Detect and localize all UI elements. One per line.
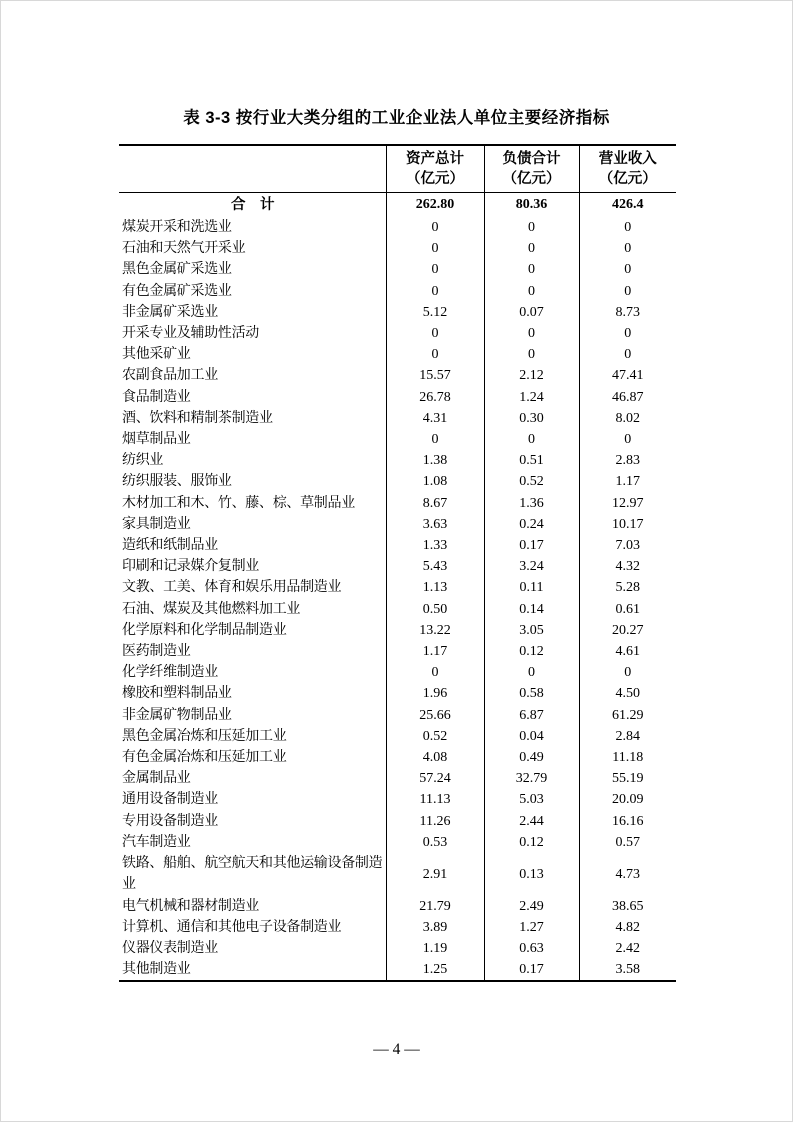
- value-cell: 0: [484, 281, 579, 302]
- value-cell: 3.89: [386, 917, 484, 938]
- value-cell: 5.03: [484, 789, 579, 810]
- value-cell: 6.87: [484, 705, 579, 726]
- table-row: [119, 959, 676, 981]
- table-row: [119, 705, 676, 726]
- value-cell: 25.66: [386, 705, 484, 726]
- table-row: [119, 938, 676, 959]
- industry-label: 专用设备制造业: [122, 813, 218, 829]
- value-cell: 11.18: [579, 747, 676, 768]
- value-cell: 15.57: [386, 365, 484, 386]
- value-cell: 4.61: [579, 641, 676, 662]
- value-cell: 0.51: [484, 450, 579, 471]
- industry-label: 仪器仪表制造业: [122, 940, 218, 956]
- value-cell: 61.29: [579, 705, 676, 726]
- value-cell: 8.02: [579, 408, 676, 429]
- value-cell: 0: [484, 344, 579, 365]
- industry-label: 农副食品加工业: [122, 368, 218, 384]
- value-cell: 26.78: [386, 387, 484, 408]
- value-cell: 5.28: [579, 577, 676, 598]
- value-cell: 0: [484, 217, 579, 238]
- table-row: [119, 514, 676, 535]
- industry-label: 铁路、船舶、航空航天和其他运输设备制造业: [122, 856, 383, 893]
- industry-label: 电气机械和器材制造业: [122, 898, 259, 914]
- value-cell: 2.83: [579, 450, 676, 471]
- industry-label: 木材加工和木、竹、藤、棕、草制品业: [122, 495, 355, 511]
- value-cell: 4.73: [579, 853, 676, 895]
- total-row: [119, 193, 676, 218]
- value-cell: 2.44: [484, 811, 579, 832]
- column-header-assets-unit: （亿元）: [406, 171, 464, 187]
- column-header-liabilities: [484, 145, 579, 193]
- value-cell: 4.32: [579, 556, 676, 577]
- value-cell: 47.41: [579, 365, 676, 386]
- value-cell: 0: [484, 323, 579, 344]
- value-cell: 4.82: [579, 917, 676, 938]
- table-row: [119, 683, 676, 704]
- table-row: [119, 599, 676, 620]
- value-cell: 1.96: [386, 683, 484, 704]
- value-cell: 0.61: [579, 599, 676, 620]
- column-header-liabilities-name: 负债合计: [502, 151, 561, 167]
- column-header-empty: [119, 145, 386, 193]
- value-cell: 1.17: [386, 641, 484, 662]
- value-cell: 0.63: [484, 938, 579, 959]
- table-row: [119, 917, 676, 938]
- table-row: [119, 259, 676, 280]
- industry-label: 造纸和纸制品业: [122, 538, 218, 554]
- column-header-assets: [386, 145, 484, 193]
- industry-label: 非金属矿采选业: [122, 304, 218, 320]
- value-cell: 1.27: [484, 917, 579, 938]
- value-cell: 11.13: [386, 789, 484, 810]
- table-row: [119, 408, 676, 429]
- value-cell: 0: [386, 344, 484, 365]
- table-row: [119, 641, 676, 662]
- value-cell: 10.17: [579, 514, 676, 535]
- value-cell: 3.63: [386, 514, 484, 535]
- table-row: [119, 429, 676, 450]
- industry-label: 有色金属矿采选业: [122, 283, 232, 299]
- total-liabilities-value: 80.36: [484, 193, 579, 218]
- value-cell: 0.11: [484, 577, 579, 598]
- value-cell: 0.14: [484, 599, 579, 620]
- table-row: [119, 450, 676, 471]
- value-cell: 0: [386, 323, 484, 344]
- industry-label: 计算机、通信和其他电子设备制造业: [122, 919, 342, 935]
- value-cell: 0: [484, 429, 579, 450]
- industry-label: 烟草制品业: [122, 432, 191, 448]
- total-row-label: 合 计: [231, 197, 275, 213]
- total-assets-value: 262.80: [386, 193, 484, 218]
- table-row: [119, 620, 676, 641]
- value-cell: 0: [386, 281, 484, 302]
- table-row: [119, 281, 676, 302]
- table-row: [119, 493, 676, 514]
- value-cell: 1.17: [579, 471, 676, 492]
- value-cell: 1.38: [386, 450, 484, 471]
- value-cell: 0: [484, 238, 579, 259]
- industry-label: 非金属矿物制品业: [122, 707, 232, 723]
- value-cell: 46.87: [579, 387, 676, 408]
- industry-label: 有色金属冶炼和压延加工业: [122, 750, 287, 766]
- value-cell: 32.79: [484, 768, 579, 789]
- value-cell: 2.49: [484, 896, 579, 917]
- value-cell: 5.43: [386, 556, 484, 577]
- value-cell: 1.24: [484, 387, 579, 408]
- header-row: [119, 145, 676, 193]
- industry-label: 其他采矿业: [122, 347, 191, 363]
- page-number: — 4 —: [373, 1041, 420, 1058]
- value-cell: 0.13: [484, 853, 579, 895]
- industry-label: 黑色金属矿采选业: [122, 262, 232, 278]
- value-cell: 0: [579, 323, 676, 344]
- table-row: [119, 811, 676, 832]
- industry-label: 化学纤维制造业: [122, 665, 218, 681]
- industry-label: 纺织业: [122, 453, 164, 469]
- table-row: [119, 832, 676, 853]
- table-row: [119, 789, 676, 810]
- value-cell: 8.67: [386, 493, 484, 514]
- value-cell: 2.91: [386, 853, 484, 895]
- value-cell: 0.12: [484, 641, 579, 662]
- table-row: [119, 853, 676, 895]
- table-row: [119, 217, 676, 238]
- industry-label: 家具制造业: [122, 516, 191, 532]
- value-cell: 0.52: [386, 726, 484, 747]
- value-cell: 0.17: [484, 959, 579, 981]
- industry-label: 纺织服装、服饰业: [122, 474, 232, 490]
- industry-label: 橡胶和塑料制品业: [122, 686, 232, 702]
- value-cell: 0: [579, 217, 676, 238]
- value-cell: 0.49: [484, 747, 579, 768]
- value-cell: 0: [579, 662, 676, 683]
- value-cell: 0.50: [386, 599, 484, 620]
- value-cell: 0.17: [484, 535, 579, 556]
- value-cell: 3.05: [484, 620, 579, 641]
- value-cell: 0.12: [484, 832, 579, 853]
- industry-label: 汽车制造业: [122, 834, 191, 850]
- value-cell: 3.58: [579, 959, 676, 981]
- value-cell: 7.03: [579, 535, 676, 556]
- value-cell: 5.12: [386, 302, 484, 323]
- table-row: [119, 344, 676, 365]
- table-row: [119, 726, 676, 747]
- value-cell: 57.24: [386, 768, 484, 789]
- value-cell: 2.84: [579, 726, 676, 747]
- table-row: [119, 556, 676, 577]
- column-header-revenue-unit: （亿元）: [598, 171, 657, 187]
- value-cell: 0: [386, 429, 484, 450]
- industry-label: 金属制品业: [122, 771, 191, 787]
- table-row: [119, 747, 676, 768]
- value-cell: 1.36: [484, 493, 579, 514]
- value-cell: 0.53: [386, 832, 484, 853]
- value-cell: 0: [386, 238, 484, 259]
- value-cell: 1.19: [386, 938, 484, 959]
- industry-label: 石油、煤炭及其他燃料加工业: [122, 601, 301, 617]
- industry-label: 酒、饮料和精制茶制造业: [122, 410, 273, 426]
- industry-label: 化学原料和化学制品制造业: [122, 622, 287, 638]
- total-revenue-value: 426.4: [579, 193, 676, 218]
- table-row: [119, 387, 676, 408]
- value-cell: 0.30: [484, 408, 579, 429]
- table-row: [119, 535, 676, 556]
- column-header-assets-name: 资产总计: [406, 151, 464, 167]
- value-cell: 2.12: [484, 365, 579, 386]
- value-cell: 1.08: [386, 471, 484, 492]
- value-cell: 0: [484, 662, 579, 683]
- value-cell: 38.65: [579, 896, 676, 917]
- value-cell: 1.33: [386, 535, 484, 556]
- value-cell: 0: [579, 429, 676, 450]
- table-row: [119, 577, 676, 598]
- value-cell: 8.73: [579, 302, 676, 323]
- industry-label: 医药制造业: [122, 644, 191, 660]
- value-cell: 0.52: [484, 471, 579, 492]
- table-row: [119, 302, 676, 323]
- value-cell: 0: [386, 217, 484, 238]
- industry-label: 其他制造业: [122, 962, 191, 978]
- industry-label: 黑色金属冶炼和压延加工业: [122, 728, 287, 744]
- value-cell: 0: [579, 259, 676, 280]
- value-cell: 0.07: [484, 302, 579, 323]
- value-cell: 21.79: [386, 896, 484, 917]
- table-row: [119, 471, 676, 492]
- value-cell: 2.42: [579, 938, 676, 959]
- table-row: [119, 768, 676, 789]
- value-cell: 0: [386, 662, 484, 683]
- value-cell: 11.26: [386, 811, 484, 832]
- value-cell: 0.24: [484, 514, 579, 535]
- value-cell: 16.16: [579, 811, 676, 832]
- value-cell: 13.22: [386, 620, 484, 641]
- industry-label: 文教、工美、体育和娱乐用品制造业: [122, 580, 342, 596]
- column-header-revenue: [579, 145, 676, 193]
- value-cell: 0: [386, 259, 484, 280]
- value-cell: 0: [579, 238, 676, 259]
- table-row: [119, 662, 676, 683]
- value-cell: 0.04: [484, 726, 579, 747]
- value-cell: 0.58: [484, 683, 579, 704]
- value-cell: 0: [579, 281, 676, 302]
- industry-label: 食品制造业: [122, 389, 191, 405]
- value-cell: 55.19: [579, 768, 676, 789]
- value-cell: 4.31: [386, 408, 484, 429]
- value-cell: 20.27: [579, 620, 676, 641]
- value-cell: 4.08: [386, 747, 484, 768]
- value-cell: 4.50: [579, 683, 676, 704]
- table-row: [119, 238, 676, 259]
- industry-label: 煤炭开采和洗选业: [122, 220, 232, 235]
- table-title: 表 3-3 按行业大类分组的工业企业法人单位主要经济指标: [183, 109, 610, 127]
- value-cell: 1.25: [386, 959, 484, 981]
- table-row: [119, 323, 676, 344]
- value-cell: 12.97: [579, 493, 676, 514]
- statistics-table: [119, 144, 676, 982]
- column-header-liabilities-unit: （亿元）: [502, 171, 561, 187]
- industry-label: 开采专业及辅助性活动: [122, 326, 259, 342]
- industry-label: 石油和天然气开采业: [122, 241, 246, 257]
- value-cell: 20.09: [579, 789, 676, 810]
- industry-label: 通用设备制造业: [122, 792, 218, 808]
- column-header-revenue-name: 营业收入: [598, 151, 657, 167]
- table-row: [119, 365, 676, 386]
- value-cell: 0.57: [579, 832, 676, 853]
- industry-label: 印刷和记录媒介复制业: [122, 559, 259, 575]
- value-cell: 0: [484, 259, 579, 280]
- table-row: [119, 896, 676, 917]
- value-cell: 0: [579, 344, 676, 365]
- value-cell: 1.13: [386, 577, 484, 598]
- value-cell: 3.24: [484, 556, 579, 577]
